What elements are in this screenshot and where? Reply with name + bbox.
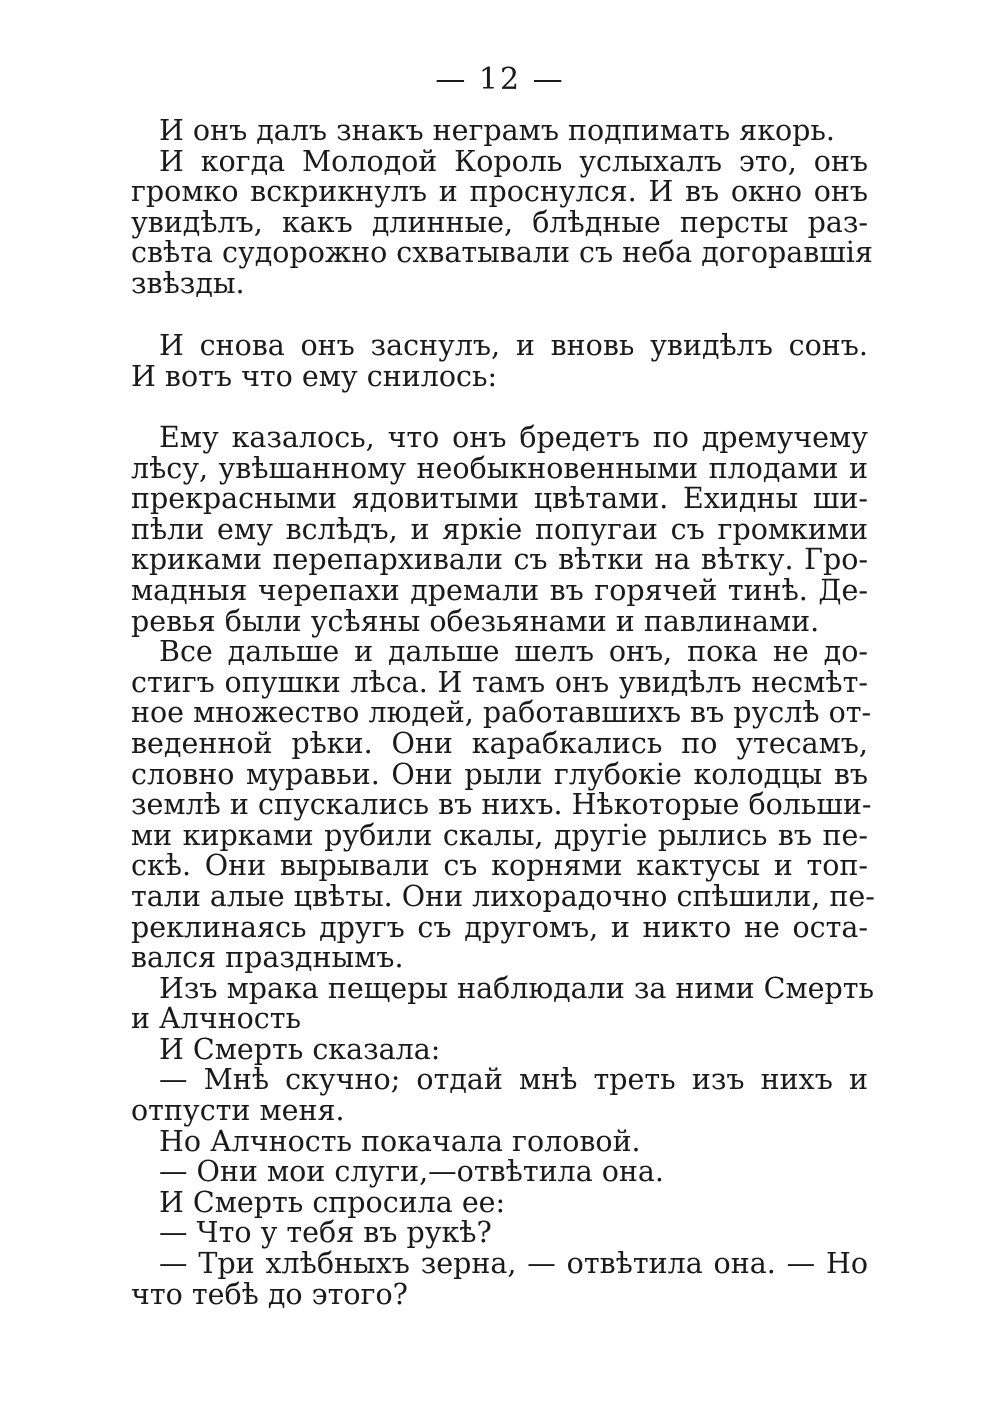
text-line: И вотъ что ему снилось:: [131, 359, 498, 393]
text-line: ревья были усѣяны обезьянами и павлинами.: [131, 604, 820, 638]
text-line: словно муравьи. Они рыли глубокіе колодцы въ: [131, 757, 868, 791]
text-line: — Что у тебя въ рукѣ?: [159, 1216, 492, 1250]
text-line: пѣли ему вслѣдъ, и яркіе попугаи съ громкими: [131, 512, 868, 546]
text-line: ное множество людей, работавшихъ въ руслѣ от-: [131, 696, 872, 730]
text-line: тали алые цвѣты. Они лихорадочно спѣшили, пе-: [131, 879, 875, 913]
text-line: прекрасными ядовитыми цвѣтами. Ехидны ши-: [131, 482, 868, 516]
text-line: громко вскрикнулъ и проснулся. И въ окно онъ: [131, 175, 868, 209]
text-line: и Алчность: [131, 1002, 301, 1036]
text-line: реклинаясь другъ съ другомъ, и никто не оста-: [131, 910, 868, 944]
text-line: ми кирками рубили скалы, другіе рылись въ пе-: [131, 818, 868, 852]
text-line: вался празднымъ.: [131, 941, 404, 975]
text-line: И снова онъ заснулъ, и вновь увидѣлъ сонъ.: [159, 329, 868, 362]
text-line: Все дальше и дальше шелъ онъ, пока не до-: [159, 635, 868, 669]
text-line: Но Алчность покачала головой.: [159, 1124, 641, 1158]
text-line: что тебѣ до этого?: [131, 1277, 408, 1311]
text-line: И Смерть сказала:: [159, 1032, 441, 1066]
text-line: криками перепархивали съ вѣтки на вѣтку. Гро-: [131, 543, 868, 577]
paragraph-block: [131, 421, 875, 1311]
paragraph-block: [131, 331, 868, 392]
paragraph-block: [131, 114, 873, 300]
text-line: скѣ. Они вырывали съ корнями кактусы и топ-: [131, 849, 868, 883]
text-line: землѣ и спускались въ нихъ. Нѣкоторые больши-: [131, 788, 872, 822]
text-line: мадныя черепахи дремали въ горячей тинѣ. Де-: [131, 573, 868, 607]
text-line: — Они мои слуги,—отвѣтила она.: [159, 1155, 664, 1189]
text-line: — Три хлѣбныхъ зерна, — отвѣтила она. — Но: [159, 1247, 868, 1281]
text-line: увидѣлъ, какъ длинные, блѣдные персты раз-: [131, 205, 868, 239]
text-line: Изъ мрака пещеры наблюдали за ними Смерть: [159, 971, 875, 1005]
text-line: стигъ опушки лѣса. И тамъ онъ увидѣлъ несмѣт-: [131, 665, 868, 699]
text-line: И когда Молодой Король услыхалъ это, онъ: [159, 144, 868, 178]
text-line: лѣсу, увѣшанному необыкновенными плодами и: [131, 451, 868, 485]
text-line: И онъ далъ знакъ неграмъ подпимать якорь.: [159, 114, 835, 147]
text-line: звѣзды.: [131, 266, 245, 300]
text-line: — Мнѣ скучно; отдай мнѣ треть изъ нихъ и: [159, 1063, 868, 1097]
text-line: Ему казалось, что онъ бредетъ по дремучему: [159, 421, 868, 454]
text-line: И Смерть спросила ее:: [159, 1185, 506, 1219]
text-line: веденной рѣки. Они карабкались по утесамъ,: [131, 726, 868, 760]
text-line: отпусти меня.: [131, 1094, 345, 1128]
page-number: — 12 —: [435, 62, 565, 97]
text-line: свѣта судорожно схватывали съ неба догоравшія: [131, 236, 873, 270]
